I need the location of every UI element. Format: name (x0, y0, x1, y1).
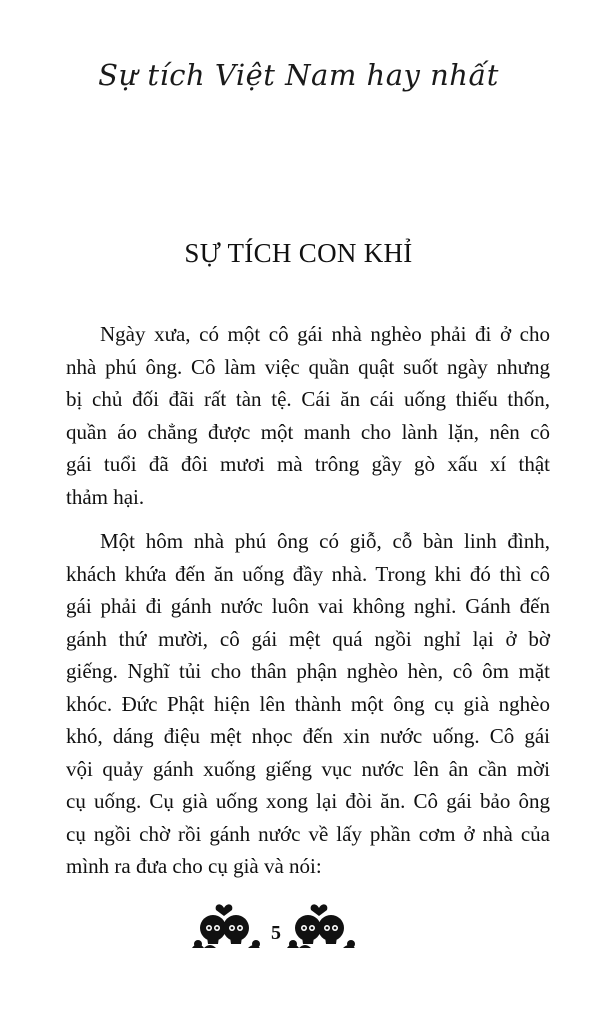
text-line: cụ ngồi chờ rồi gánh nước về lấy phần cơm ở nhà của (66, 821, 550, 846)
text-line: khóc. Đức Phật hiện lên thành một ông cụ già nghèo (66, 691, 550, 716)
text-line: cụ uống. Cụ già uống xong lại đòi ăn. Cô gái bảo ông (66, 789, 550, 813)
text-line: khách khứa đến ăn uống đầy nhà. Trong khi đó thì cô (66, 561, 550, 586)
text-line: bị chủ đối đãi rất tàn tệ. Cái ăn cái uống thiếu thốn, (66, 387, 550, 411)
text-line: thảm hại. (66, 484, 145, 509)
text-line: khó, dáng điệu mệt nhọc đến xin nước uống. Cô gái (66, 724, 550, 748)
couple-ornament-icon (283, 900, 363, 952)
text-line: mình ra đưa cho cụ già và nói: (66, 854, 322, 878)
text-line: vội quảy gánh xuống giếng vục nước lên ân cần mời (66, 756, 550, 781)
page-footer (0, 900, 597, 960)
text-line: quần áo chẳng được một manh cho lành lặn, nên cô (66, 419, 550, 444)
text-line: giếng. Nghĩ tủi cho thân phận nghèo hèn, cô ôm mặt (66, 659, 550, 683)
paragraph-1 (66, 318, 550, 513)
text-line: gái tuổi đã đôi mươi mà trông gầy gò xấu xí thật (66, 452, 550, 476)
text-line: Một hôm nhà phú ông có giỗ, cỗ bàn linh đình, (100, 529, 550, 553)
paragraph-2 (66, 525, 550, 883)
text-line: Ngày xưa, có một cô gái nhà nghèo phải đi ở cho (100, 322, 550, 346)
text-line: nhà phú ông. Cô làm việc quần quật suốt ngày nhưng (66, 354, 550, 379)
chapter-title: SỰ TÍCH CON KHỈ (184, 238, 413, 268)
text-line: gánh thứ mười, cô gái mệt quá ngồi nghỉ lại ở bờ (66, 626, 550, 651)
text-line: gái phải đi gánh nước luôn vai không nghỉ. Gánh đến (66, 594, 550, 618)
running-header: Sự tích Việt Nam hay nhất (98, 58, 499, 92)
couple-ornament-icon (188, 900, 268, 952)
page-number: 5 (271, 922, 281, 944)
body-text (66, 318, 550, 895)
